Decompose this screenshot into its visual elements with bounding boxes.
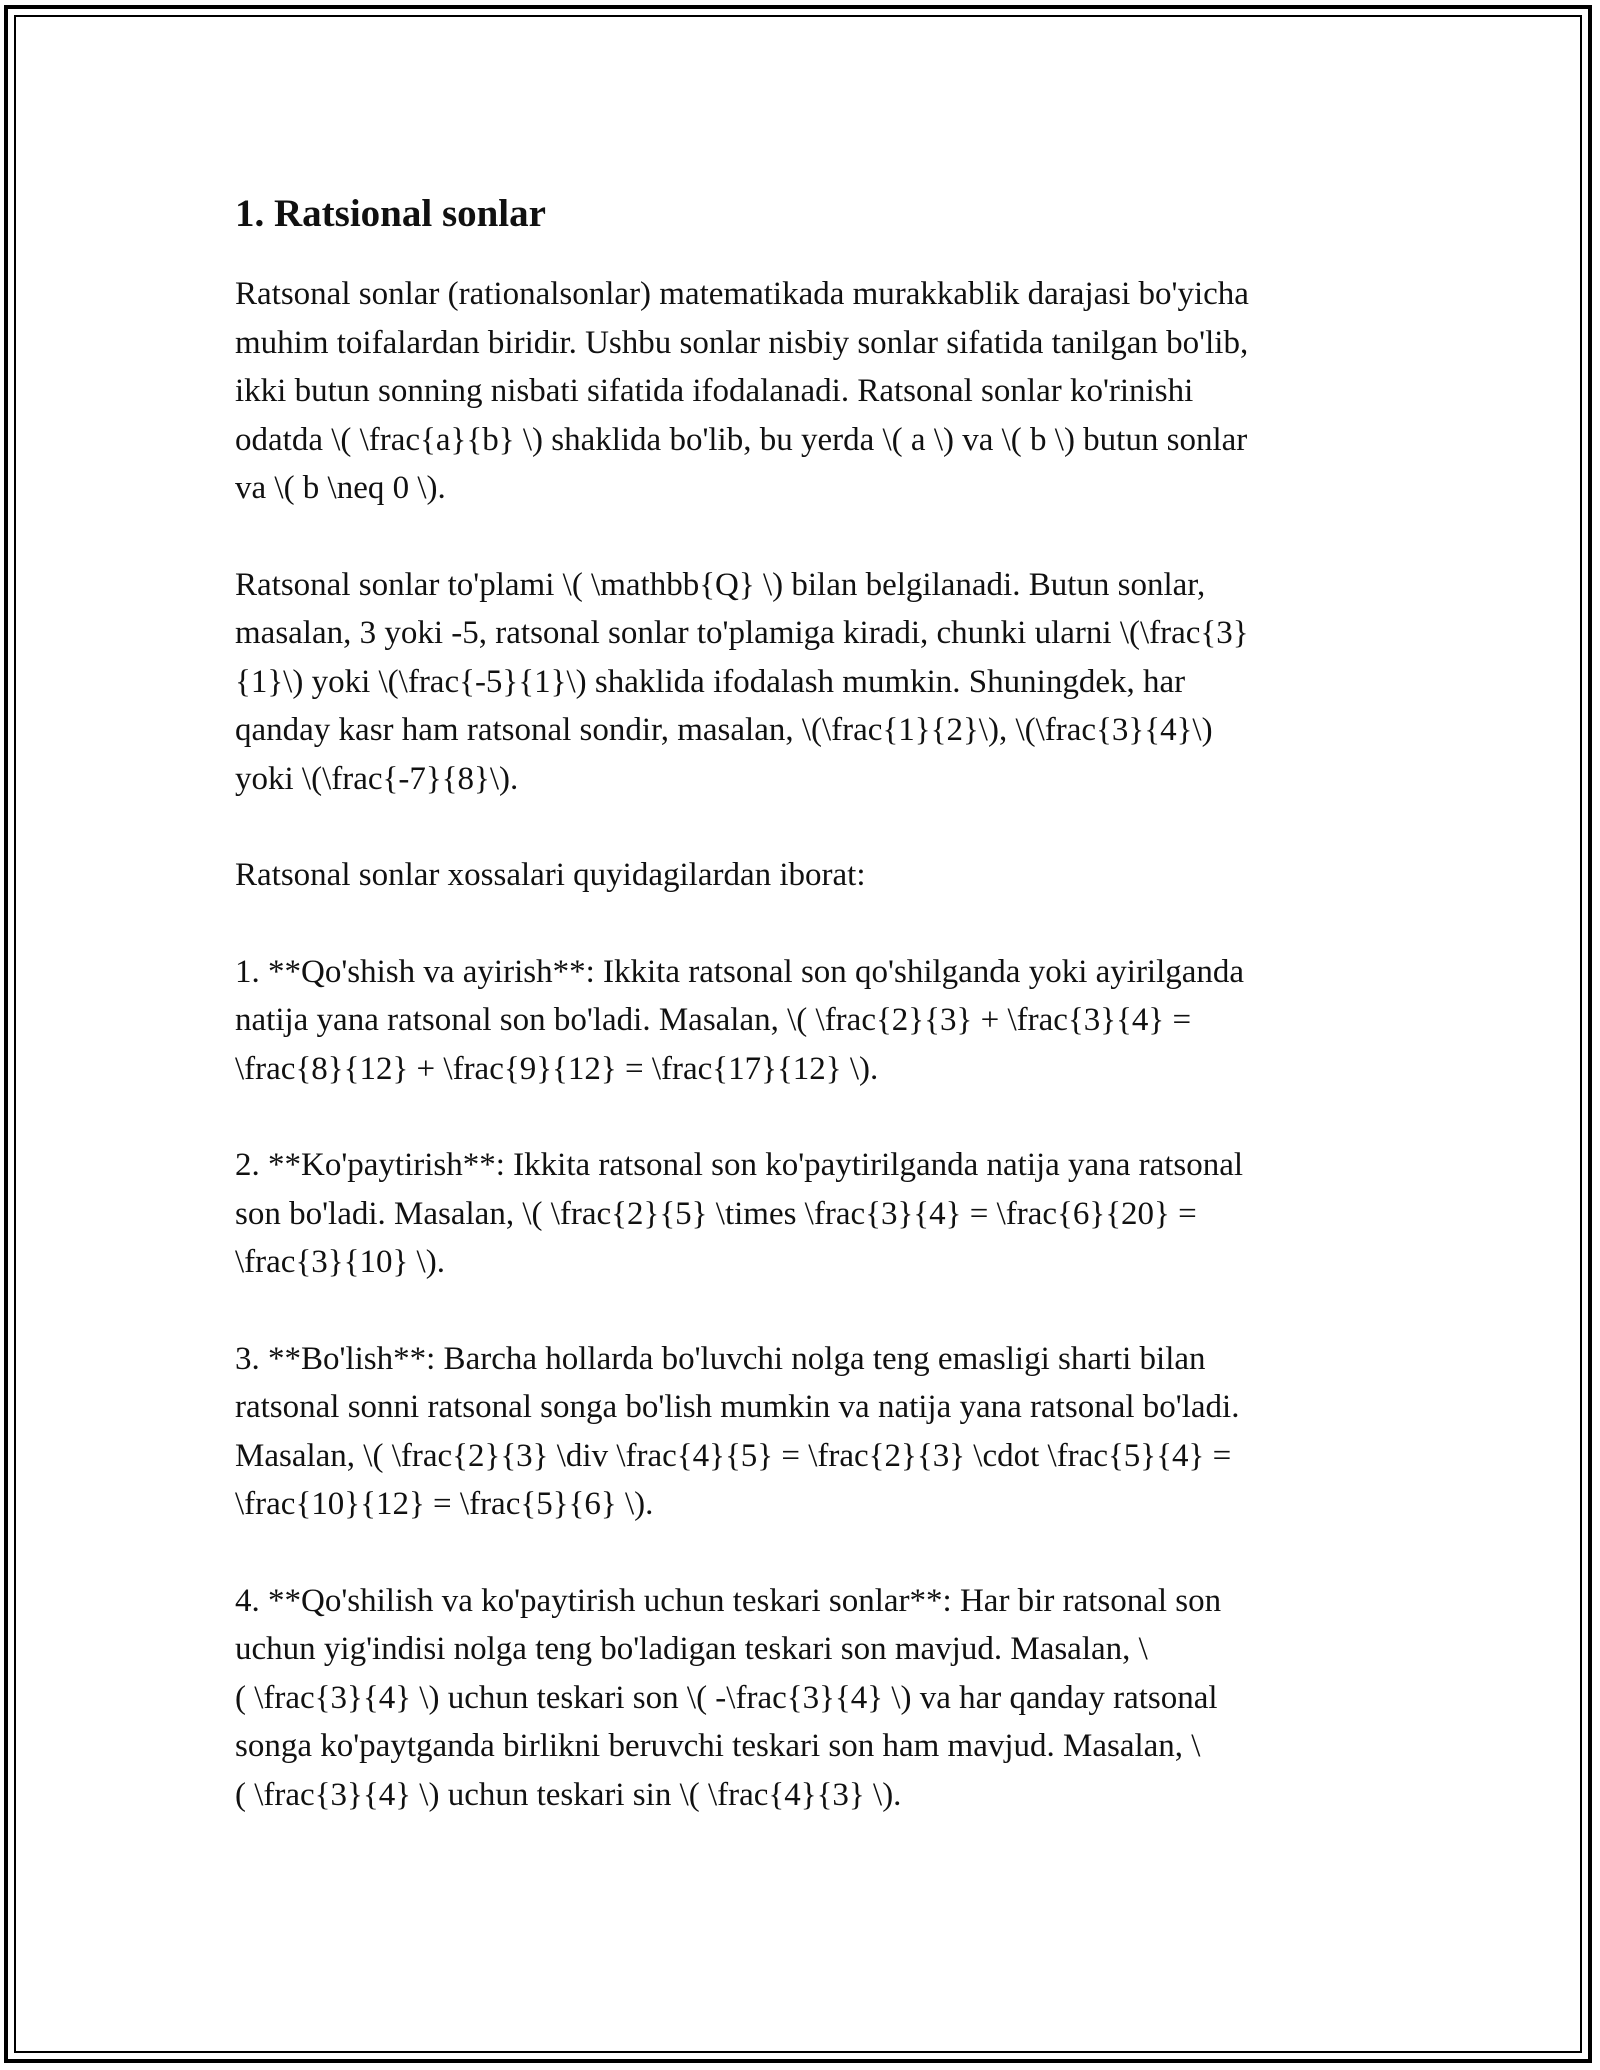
document-body	[235, 188, 1365, 1819]
section-heading: 1. Ratsional sonlar	[235, 192, 546, 235]
list-item-multiplication: 2. **Ko'paytirish**: Ikkita ratsonal son ko'paytirilganda natija yana ratsonal son bo'ladi. Masalan, \( \frac{2}{5} \times \frac{3}{4} = \frac{6}{20} = \frac{3}{10} \).	[235, 1147, 1244, 1280]
list-item-addition: 1. **Qo'shish va ayirish**: Ikkita ratsonal son qo'shilganda yoki ayirilganda natija yana ratsonal son bo'ladi. Masalan, \( \frac{2}{3} + \frac{3}{4} = \frac{8}{12} + \frac{9}{12} = \frac{17}{12} \).	[235, 953, 1245, 1087]
list-item-division: 3. **Bo'lish**: Barcha hollarda bo'luvchi nolga teng emasligi sharti bilan ratsonal sonni ratsonal songa bo'lish mumkin va natija yana ratsonal bo'ladi. Masalan, \( \frac{2}{3} \div \frac{4}{5} = \frac{2}{3} \cdot \frac{5}{4} = \frac{10}{12} = \frac{5}{6} \).	[235, 1340, 1240, 1522]
paragraph-properties-intro: Ratsonal sonlar xossalari quyidagilardan iborat:	[235, 857, 866, 893]
list-item-inverses: 4. **Qo'shilish va ko'paytirish uchun teskari sonlar**: Har bir ratsonal son uchun yig'indisi nolga teng bo'ladigan teskari son mavjud. Masalan, \ ( \frac{3}{4} \) uchun teskari son \( -\frac{3}{4} \) va har qanday ratsonal songa ko'paytganda birlikni beruvchi teskari son ham mavjud. Masalan, \ ( \frac{3}{4} \) uchun teskari sin \( \frac{4}{3} \).	[235, 1582, 1222, 1813]
paragraph-set-notation: Ratsonal sonlar to'plami \( \mathbb{Q} \) bilan belgilanadi. Butun sonlar, masalan, 3 yoki -5, ratsonal sonlar to'plamiga kiradi, chunki ularni \(\frac{3} {1}\) yoki \(\frac{-5}{1}\) shaklida ifodalash mumkin. Shuningdek, har qanday kasr ham ratsonal sondir, masalan, \(\frac{1}{2}\), \(\frac{3}{4}\) yoki \(\frac{-7}{8}\).	[235, 566, 1249, 797]
paragraph-definition: Ratsonal sonlar (rationalsonlar) matematikada murakkablik darajasi bo'yicha muhim toifalardan biridir. Ushbu sonlar nisbiy sonlar sifatida tanilgan bo'lib, ikki butun sonning nisbati sifatida ifodalanadi. Ratsonal sonlar ko'rinishi odatda \( \frac{a}{b} \) shaklida bo'lib, bu yerda \( a \) va \( b \) butun sonlar va \( b \neq 0 \).	[235, 276, 1249, 506]
